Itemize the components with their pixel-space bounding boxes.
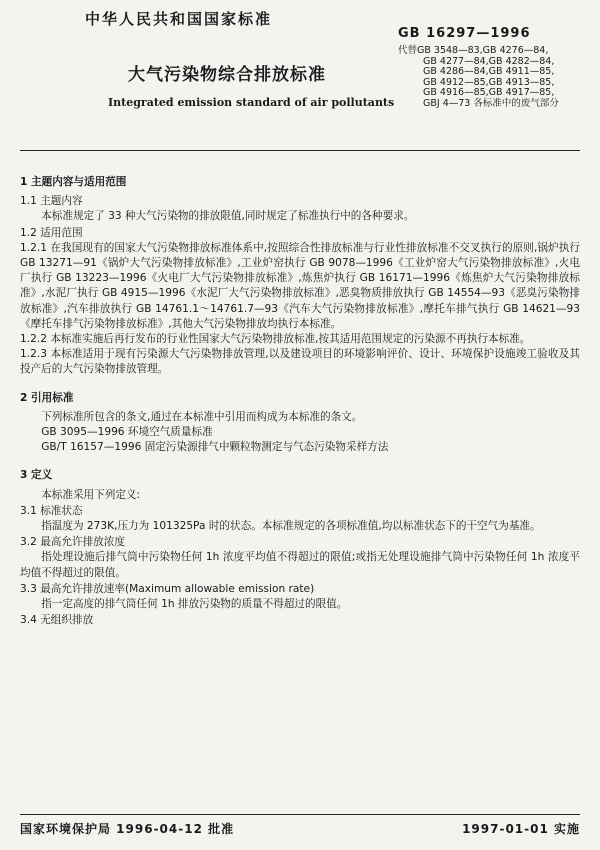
replaces-line: GB 4277—84,GB 4282—84, — [423, 55, 555, 67]
paragraph: 指处理设施后排气筒中污染物任何 1h 浓度平均值不得超过的限值;或指无处理设施排气筒中污染物任何 1h 浓度平均值不得超过的限值。 — [20, 551, 580, 579]
replaces-standards-list — [398, 46, 598, 110]
replaces-line: GB 4916—85,GB 4917—85, — [423, 87, 555, 99]
document-title-english: Integrated emission standard of air pollutants — [108, 96, 395, 109]
paragraph: 下列标准所包含的条文,通过在本标准中引用而构成为本标准的条文。 — [41, 410, 363, 423]
document-body — [20, 168, 580, 628]
section-heading: 2 引用标准 — [20, 391, 74, 404]
paragraph: 1.2.3 本标准适用于现有污染源大气污染物排放管理,以及建设项目的环境影响评价、设计、环境保护设施竣工验收及其投产后的大气污染物排放管理。 — [20, 348, 580, 376]
subsection-heading: 3.3 最高允许排放速率(Maximum allowable emission rate) — [20, 582, 315, 595]
document-title: 大气污染物综合排放标准 — [128, 65, 326, 85]
paragraph: 1.2.1 在我国现有的国家大气污染物排放标准体系中,按照综合性排放标准与行业性排放标准不交叉执行的原则,锅炉执行 GB 13271—91《锅炉大气污染物排放标准》,工业炉窑执行 GB 9078—1996《工业炉窑大气污染物排放标准》,火电厂执行 GB 13223—1996《火电厂大气污染物排放标准》,炼焦炉执行 GB 16171—1996《炼焦炉大气污染物排放标准》,水泥厂执行 GB 4915—1996《水泥厂大气污染物排放标准》,恶臭物质排放执行 GB 14554—93《恶臭污染物排放标准》,汽车排放执行 GB 14761.1～14761.7—93《汽车大气污染物排放标准》,摩托车排气执行 GB 14621—93《摩托车排气污染物排放标准》,其他大气污染物排放均执行本标准。 — [20, 241, 580, 330]
section-heading: 1 主题内容与适用范围 — [20, 176, 127, 188]
replaces-line: GB 4286—84,GB 4911—85, — [423, 66, 555, 78]
subsection-heading: 3.4 无组织排放 — [20, 614, 94, 627]
paragraph: 本标准规定了 33 种大气污染物的排放限值,同时规定了标准执行中的各种要求。 — [41, 210, 415, 223]
paragraph: 1.2.2 本标准实施后再行发布的行业性国家大气污染物排放标准,按其适用范围规定的污染源不再执行本标准。 — [20, 333, 531, 346]
subsection-heading: 3.2 最高允许排放浓度 — [20, 536, 125, 549]
footer-divider — [20, 814, 580, 815]
reference-item: GB 3095—1996 环境空气质量标准 — [41, 426, 213, 439]
effective-date: 1997-01-01 实施 — [462, 822, 580, 836]
paragraph: 本标准采用下列定义: — [41, 488, 141, 501]
replaces-line: GB 4912—85,GB 4913—85, — [423, 76, 555, 88]
standard-number: GB 16297—1996 — [398, 26, 531, 41]
section-heading: 3 定义 — [20, 469, 53, 482]
paragraph: 指一定高度的排气筒任何 1h 排放污染物的质量不得超过的限值。 — [41, 598, 348, 611]
approval-line: 国家环境保护局 1996-04-12 批准 — [20, 822, 235, 836]
subsection-heading: 1.2 适用范围 — [20, 226, 83, 239]
reference-item: GB/T 16157—1996 固定污染源排气中颗粒物测定与气态污染物采样方法 — [41, 441, 389, 454]
replaces-line: GBJ 4—73 各标准中的废气部分 — [423, 97, 559, 109]
paragraph: 指温度为 273K,压力为 101325Pa 时的状态。本标准规定的各项标准值,均以标准状态下的干空气为基准。 — [41, 520, 541, 533]
national-standard-heading: 中华人民共和国国家标准 — [85, 10, 273, 28]
subsection-heading: 1.1 主题内容 — [20, 195, 83, 208]
header-divider — [20, 150, 580, 151]
replaces-line: 代替GB 3548—83,GB 4276—84, — [398, 45, 549, 56]
subsection-heading: 3.1 标准状态 — [20, 504, 83, 517]
